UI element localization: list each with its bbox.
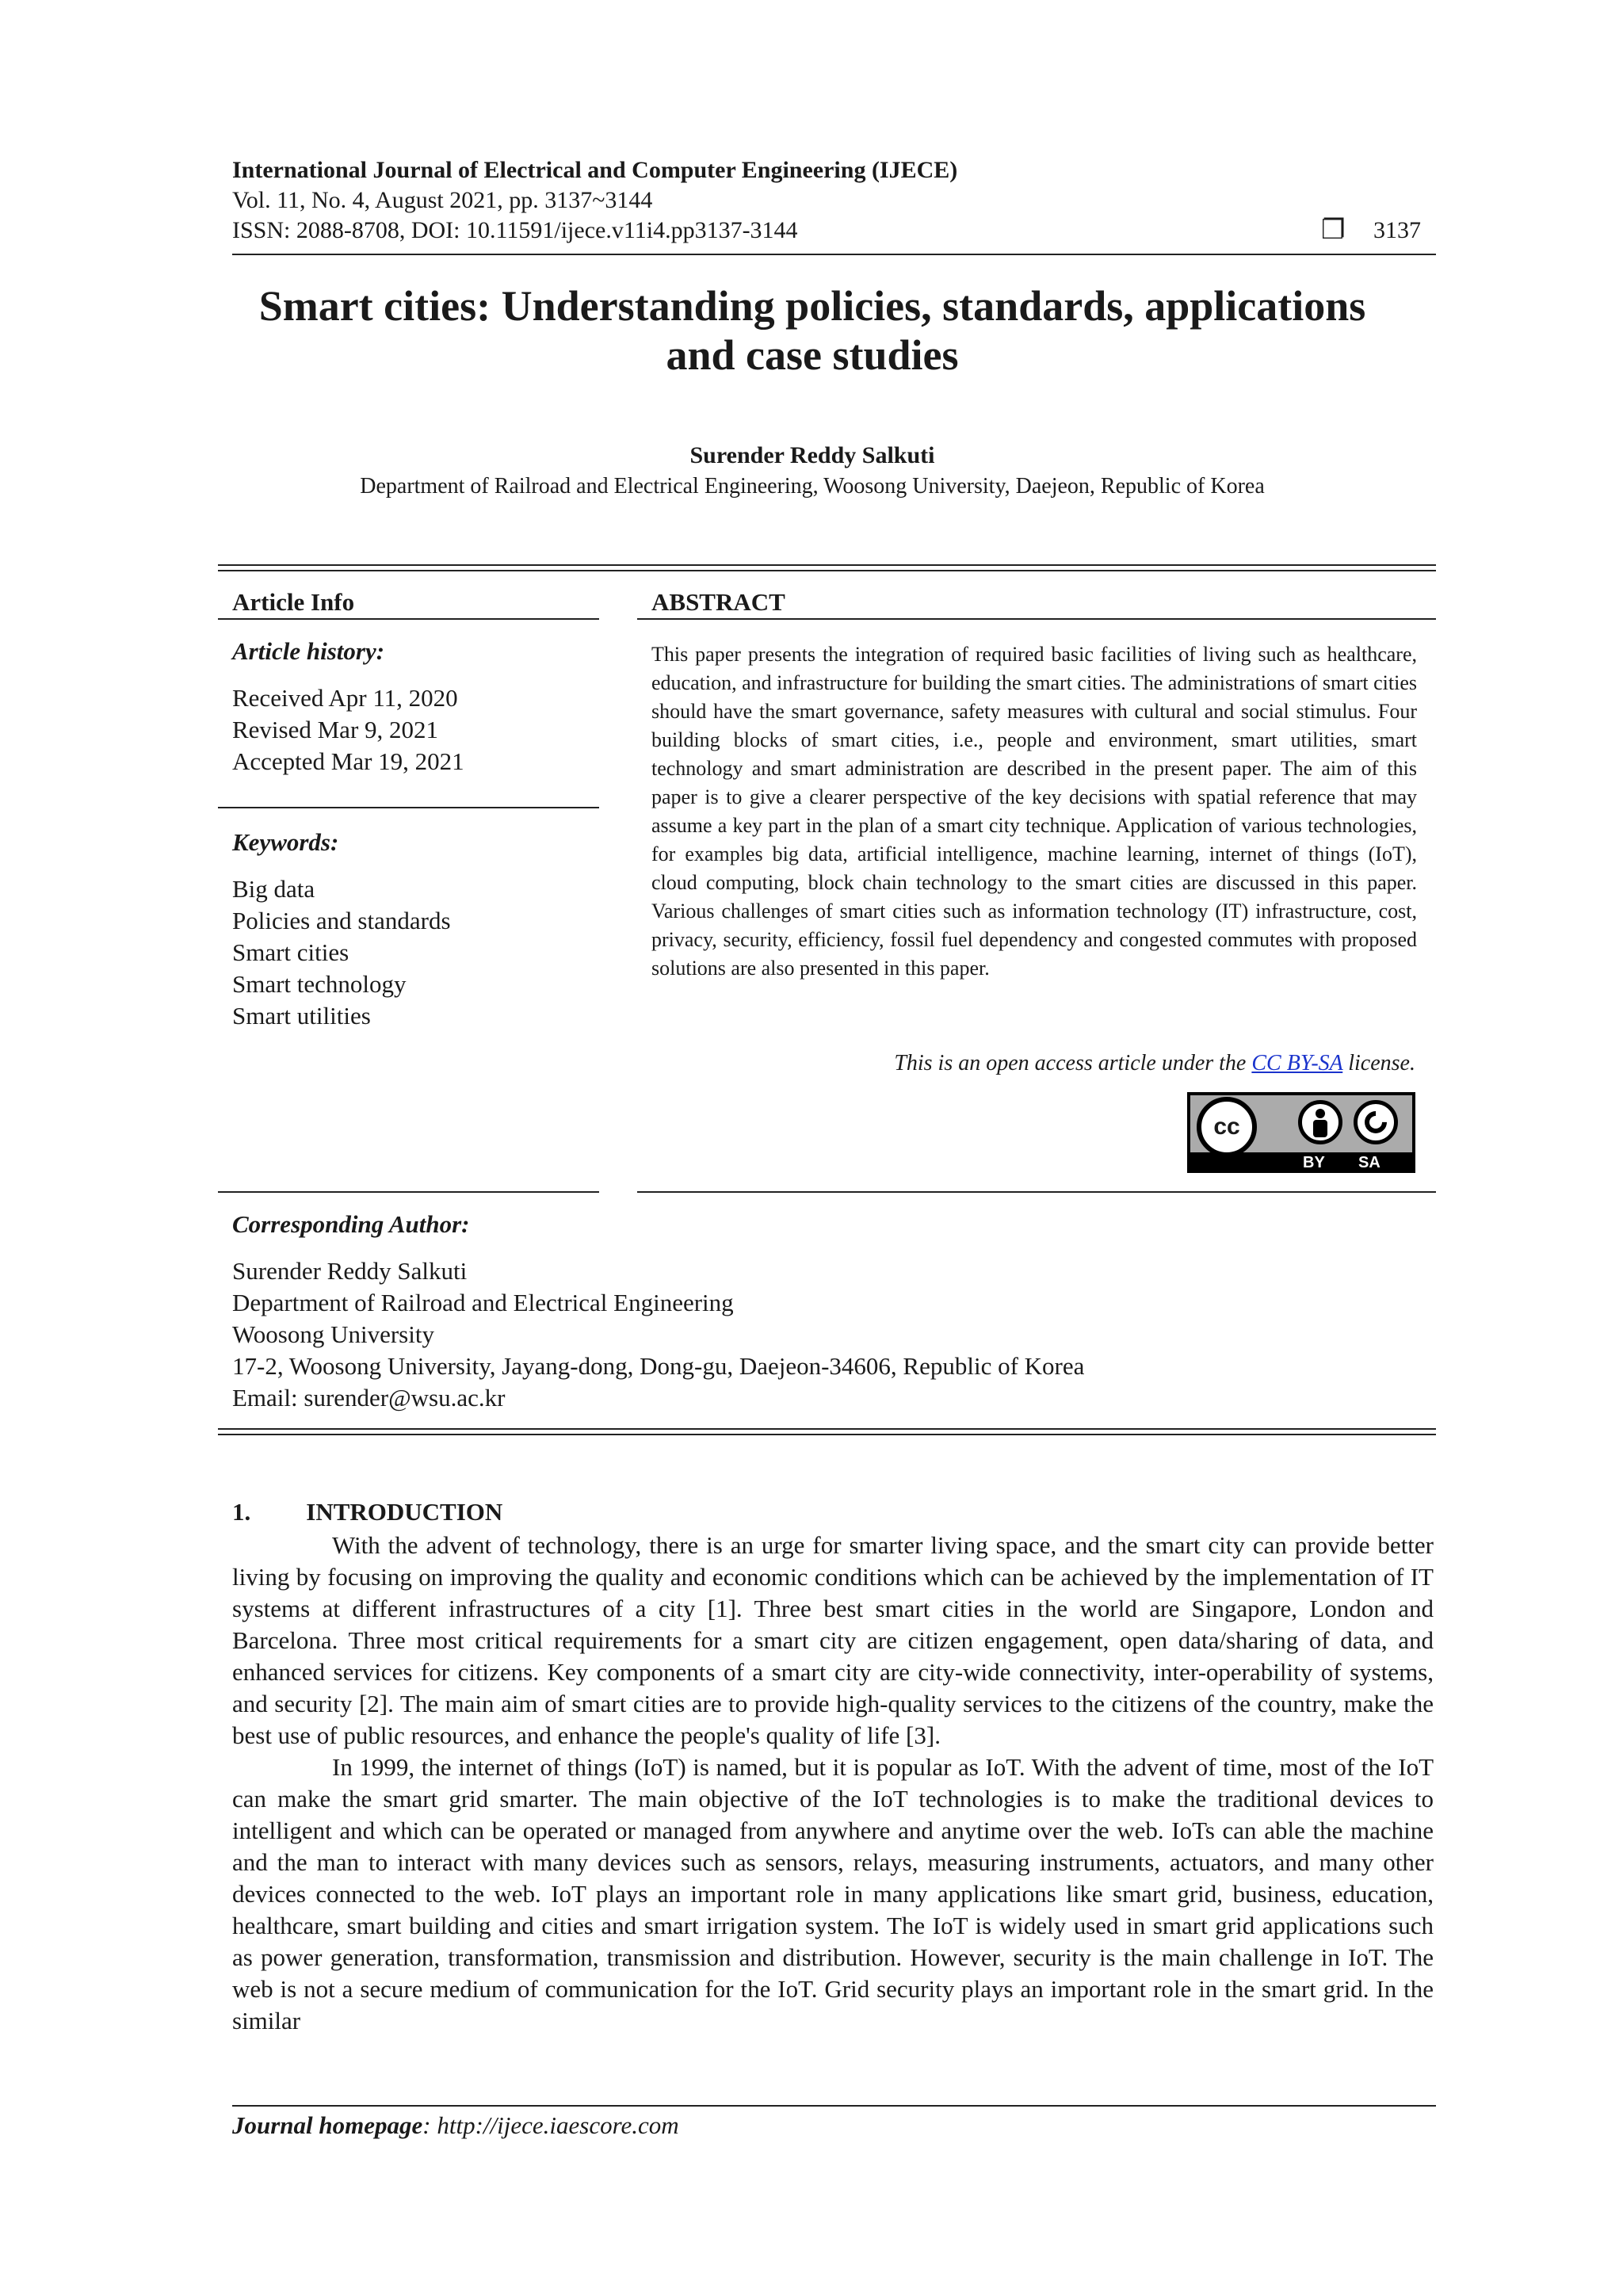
journal-homepage: [232, 2111, 679, 2140]
section-title: INTRODUCTION: [306, 1498, 503, 1526]
cc-by-sa-link[interactable]: CC BY-SA: [1251, 1051, 1343, 1075]
keywords-list: [232, 873, 451, 1032]
by-label: BY: [1303, 1154, 1325, 1171]
abstract-bottom-rule: [637, 1191, 1436, 1193]
homepage-url[interactable]: : http://ijece.iaescore.com: [422, 2111, 679, 2139]
introduction-body: [232, 1530, 1434, 2037]
corr-bottom-rule-2: [218, 1434, 1436, 1435]
corresponding-address: 17-2, Woosong University, Jayang-dong, Dong-gu, Daejeon-34606, Republic of Korea: [232, 1352, 1085, 1380]
page-number: 3137: [1373, 217, 1421, 243]
homepage-label: Journal homepage: [232, 2111, 423, 2139]
section-number: 1.: [232, 1498, 251, 1526]
corresponding-author-block: [232, 1255, 1084, 1414]
section-heading-introduction: [232, 1498, 502, 1526]
keyword-item: Smart utilities: [232, 1002, 371, 1030]
header-rule: [232, 254, 1436, 255]
title-line-1: Smart cities: Understanding policies, standards, applications: [258, 282, 1366, 330]
open-access-prefix: This is an open access article under the: [894, 1051, 1252, 1075]
issn-doi: ISSN: 2088-8708, DOI: 10.11591/ijece.v11i4.pp3137-3144: [232, 217, 798, 243]
article-info-heading: Article Info: [232, 588, 355, 616]
revised-date: Revised Mar 9, 2021: [232, 716, 439, 743]
author-name: Surender Reddy Salkuti: [689, 442, 935, 468]
corresponding-name: Surender Reddy Salkuti: [232, 1257, 468, 1285]
accepted-date: Accepted Mar 19, 2021: [232, 747, 464, 775]
box-icon: ❐: [1321, 214, 1346, 246]
title-line-2: and case studies: [666, 331, 959, 379]
attribution-icon: [1298, 1100, 1342, 1144]
cc-badge-panel: [1190, 1095, 1412, 1152]
open-access-notice: [894, 1051, 1415, 1076]
info-top-rule-2: [218, 570, 1436, 571]
volume-info: Vol. 11, No. 4, August 2021, pp. 3137~3144: [232, 187, 653, 213]
keywords-heading: Keywords:: [232, 828, 339, 856]
abstract-heading: ABSTRACT: [651, 588, 785, 616]
footer-rule: [232, 2105, 1436, 2107]
article-history-heading: Article history:: [232, 637, 385, 665]
abstract-text: This paper presents the integration of required basic facilities of living such as healthcare, education, and infrastructure for building the smart cities. The administrations of smart cities should have the smart governance, safety measures with cultural and social stimulus. Four building blocks of smart cities, i.e., people and environment, smart utilities, smart technology and smart administration are described in the present paper. The aim of this paper is to give a clearer perspective of the key decisions with spatial reference that may assume a key part in the plan of a smart city technique. Application of various technologies, for examples big data, artificial intelligence, machine learning, internet of things (IoT), cloud computing, block chain technology to the smart cities are discussed in this paper. Various challenges of smart cities such as information technology (IT) infrastructure, cost, privacy, security, efficiency, fossil fuel dependency and congested commutes with proposed solutions are also presented in this paper.: [651, 643, 1417, 980]
keyword-item: Policies and standards: [232, 907, 451, 934]
corresponding-univ: Woosong University: [232, 1320, 434, 1348]
article-info-bottom-rule: [218, 1191, 599, 1193]
sa-label: SA: [1358, 1154, 1381, 1171]
open-access-suffix: license.: [1342, 1051, 1415, 1075]
article-info-rule: [218, 618, 599, 620]
corresponding-author-heading: Corresponding Author:: [232, 1210, 470, 1238]
author-affiliation: Department of Railroad and Electrical Engineering, Woosong University, Daejeon, Republic of Korea: [360, 474, 1265, 499]
corr-bottom-rule-1: [218, 1428, 1436, 1430]
paper-title: [190, 281, 1434, 380]
journal-name: International Journal of Electrical and Computer Engineering (IJECE): [232, 157, 958, 183]
cc-label: cc: [1213, 1114, 1240, 1140]
abstract-rule: [637, 618, 1436, 620]
share-alike-icon: [1354, 1100, 1398, 1144]
keyword-item: Smart technology: [232, 970, 407, 998]
intro-paragraph-2: In 1999, the internet of things (IoT) is named, but it is popular as IoT. With the advent of time, most of the IoT can make the smart grid smarter. The main objective of the IoT technologies is to make the traditional devices to intelligent and which can be operated or managed from anywhere and anytime over the web. IoTs can able the machine and the man to interact with many devices such as sensors, relays, measuring instruments, actuators, and many other devices connected to the web. IoT plays an important role in many applications like smart grid, business, education, healthcare, smart building and cities and smart irrigation system. The IoT is widely used in smart grid applications such as power generation, transformation, transmission and distribution. However, security is the main challenge in IoT. The web is not a secure medium of communication for the IoT. Grid security plays an important role in the smart grid. In the similar: [232, 1753, 1434, 2034]
keyword-item: Big data: [232, 875, 315, 903]
received-date: Received Apr 11, 2020: [232, 684, 458, 712]
keywords-rule: [218, 807, 599, 808]
intro-paragraph-1: With the advent of technology, there is an urge for smarter living space, and the smart city can provide better living by focusing on improving the quality and economic conditions which can be achieved by the implementation of IT systems at different infrastructures of a city [1]. Three best smart cities in the world are Singapore, London and Barcelona. Three most critical requirements for a smart city are citizen engagement, open data/sharing of data, and enhanced services for citizens. Key components of a smart city are city-wide connectivity, inter-operability of systems, and security [2]. The main aim of smart cities are to provide high-quality services to the citizens of the country, make the best use of public resources, and enhance the people's quality of life [3].: [232, 1531, 1434, 1749]
info-top-rule-1: [218, 564, 1436, 566]
cc-by-sa-badge[interactable]: [1187, 1092, 1415, 1173]
article-history-list: [232, 682, 464, 777]
corresponding-dept: Department of Railroad and Electrical Engineering: [232, 1289, 734, 1316]
corresponding-email: Email: surender@wsu.ac.kr: [232, 1384, 506, 1412]
keyword-item: Smart cities: [232, 938, 349, 966]
cc-icon: [1197, 1097, 1257, 1157]
